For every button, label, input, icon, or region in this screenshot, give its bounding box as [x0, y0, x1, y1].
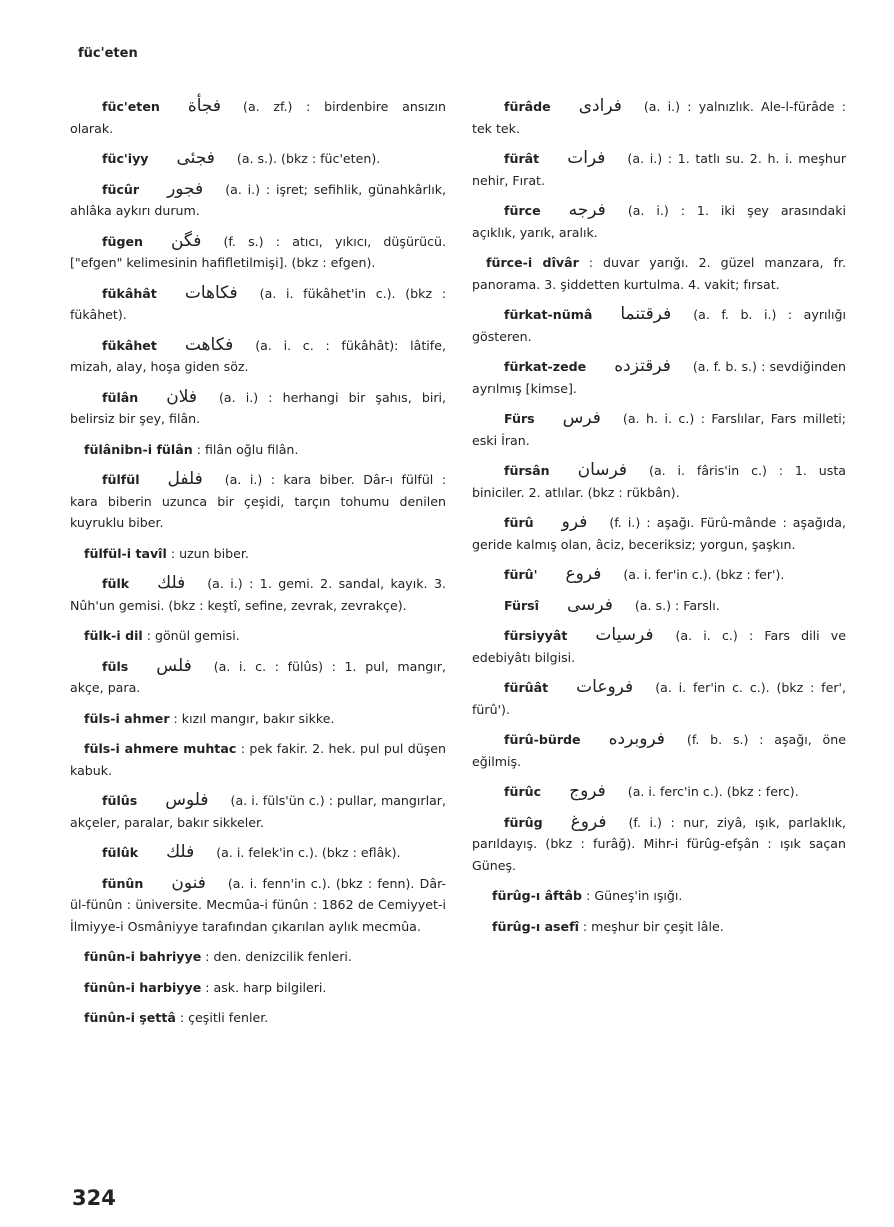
dictionary-entry	[70, 708, 446, 730]
headword: fürûg-ı âftâb	[492, 888, 583, 903]
dictionary-entry	[472, 356, 846, 399]
arabic-script: فكاهات	[184, 282, 238, 303]
definition: (a. i.) : herhangi bir şahıs, biri, belirsiz bir şey, filân.	[70, 389, 446, 426]
definition: (a. i. felek'in c.). (bkz : eflâk).	[216, 845, 401, 860]
definition: (a. i.) : 1. gemi. 2. sandal, kayık. 3. Nûh'un gemisi. (bkz : keştî, sefine, zevrak, zevrakçe).	[70, 576, 446, 613]
dictionary-entry	[70, 148, 446, 170]
headword: fürsân	[504, 463, 550, 478]
dictionary-entry	[70, 625, 446, 647]
headword: fülk-i dil	[84, 628, 143, 643]
headword: fünûn-i şettâ	[84, 1010, 176, 1025]
dictionary-entry	[472, 148, 846, 191]
headword: fürsiyyât	[504, 628, 568, 643]
dictionary-entry	[70, 387, 446, 430]
headword: Fürsî	[504, 597, 539, 613]
definition: (a. h. i. c.) : Farslılar, Fars milleti; eski İran.	[472, 411, 846, 448]
dictionary-entry	[70, 469, 446, 534]
headword: Fürs	[504, 411, 535, 426]
dictionary-entry	[472, 677, 846, 720]
dictionary-entry	[70, 977, 446, 999]
dictionary-entry	[472, 729, 846, 772]
headword: fülân	[102, 389, 139, 405]
arabic-script: فلك	[157, 573, 186, 593]
definition: (a. s.) : Farslı.	[634, 597, 720, 613]
arabic-script: فجئى	[176, 148, 215, 168]
dictionary-entry	[70, 543, 446, 565]
dictionary-entry	[70, 842, 446, 864]
definition: (a. i. füls'ün c.) : pullar, mangırlar, akçeler, paralar, bakır sikkeler.	[70, 793, 446, 830]
definition: (a. i.) : kara biber. Dâr-ı fülfül : kara biberin uzunca bir çeşidi, tarçın tohumu denilen kuyruklu biber.	[70, 472, 446, 530]
headword: fürkat-nümâ	[504, 307, 593, 322]
definition: (a. i. ferc'in c.). (bkz : ferc).	[627, 784, 799, 799]
right-column	[472, 96, 846, 946]
definition: : den. denizcilik fenleri.	[205, 949, 352, 964]
definition: (f. b. s.) : aşağı, öne eğilmiş.	[472, 732, 846, 769]
dictionary-entry	[472, 625, 846, 668]
arabic-script: فجور	[167, 178, 204, 199]
arabic-script: فروعات	[576, 677, 634, 697]
definition: (a. zf.) : birdenbire ansızın olarak.	[70, 99, 446, 136]
dictionary-entry	[70, 335, 446, 378]
definition: (f. i.) : aşağı. Fürû-mânde : aşağıda, geride kalmış olan, âciz, beceriksiz; yorgun, şaşkın.	[472, 515, 846, 552]
dictionary-entry	[472, 304, 846, 347]
definition: (f. i.) : nur, ziyâ, ışık, parlaklık, parıldayış. (bkz : furâğ). Mihr-i fürûg-efşân : ışık saçan Güneş.	[472, 814, 846, 873]
definition: (a. i. fer'in c. c.). (bkz : fer', fürû').	[472, 680, 846, 717]
dictionary-entry	[472, 200, 846, 243]
headword: fürât	[504, 151, 540, 166]
arabic-script: فلان	[166, 386, 197, 407]
definition: : ask. harp bilgileri.	[205, 979, 327, 995]
dictionary-entry	[472, 460, 846, 503]
definition: : filân oğlu filân.	[196, 441, 299, 457]
dictionary-entry	[70, 439, 446, 461]
dictionary-entry	[472, 916, 846, 938]
headword: fürûât	[504, 680, 549, 695]
dictionary-entry	[70, 283, 446, 326]
definition: (a. i. fâris'in c.) : 1. usta biniciler. 2. atlılar. (bkz : rükbân).	[472, 463, 846, 500]
dictionary-entry	[70, 231, 446, 274]
headword: fünûn-i bahriyye	[84, 949, 202, 964]
headword: fünûn	[102, 875, 144, 891]
definition: (a. i.) : işret; sefihlik, günahkârlık, ahlâka aykırı durum.	[70, 181, 446, 218]
running-header: füc'eten	[78, 46, 138, 61]
arabic-script: فروبرده	[608, 729, 665, 749]
dictionary-entry	[70, 873, 446, 938]
definition: (a. i. fükâhet'in c.). (bkz : fükâhet).	[70, 285, 446, 322]
arabic-script: فرقتزده	[614, 356, 671, 376]
definition: (a. i. fenn'in c.). (bkz : fenn). Dâr-ül-fünûn : üniversite. Mecmûa-i fünûn : 1862 de Cemiyyet-i İlmiyye-i Osmâniyye tarafından çıkarılan aylık mecmûa.	[70, 875, 446, 934]
headword: füls	[102, 658, 129, 674]
arabic-script: فرسيات	[595, 625, 654, 645]
dictionary-entry	[472, 96, 846, 139]
dictionary-entry	[70, 96, 446, 139]
dictionary-entry	[472, 885, 846, 907]
definition: (a. i. c. : fülûs) : 1. pul, mangır, akçe, para.	[70, 658, 446, 695]
arabic-script: فكاهت	[184, 334, 234, 355]
dictionary-entry	[472, 595, 846, 617]
dictionary-entry	[70, 790, 446, 833]
arabic-script: فروغ	[570, 811, 607, 832]
headword: fürû-bürde	[504, 732, 581, 747]
definition: (f. s.) : atıcı, yıkıcı, düşürücü. ["efgen" kelimesinin hafifletilmişi]. (bkz : efgen).	[70, 233, 446, 270]
headword: füls-i ahmer	[84, 710, 170, 726]
arabic-script: فلك	[166, 842, 195, 862]
headword: fülk	[102, 576, 130, 591]
headword: fülûs	[102, 793, 138, 808]
dictionary-entry	[472, 408, 846, 451]
dictionary-entry	[70, 1007, 446, 1029]
page-number: 324	[72, 1186, 116, 1210]
headword: fürû'	[504, 567, 538, 582]
definition: : pek fakir. 2. hek. pul pul düşen kabuk.	[70, 741, 446, 778]
dictionary-entry	[472, 812, 846, 877]
headword: fügen	[102, 233, 143, 249]
arabic-script: فنون	[171, 872, 206, 893]
arabic-script: فگن	[170, 230, 202, 251]
definition: : gönül gemisi.	[146, 628, 240, 643]
arabic-script: فلوس	[165, 790, 209, 810]
definition: : uzun biber.	[170, 545, 249, 561]
headword: fürû	[504, 515, 534, 530]
headword: fürce	[504, 203, 541, 218]
definition: (a. s.). (bkz : füc'eten).	[236, 151, 381, 166]
headword: füc'iyy	[102, 151, 149, 166]
definition: : kızıl mangır, bakır sikke.	[173, 710, 335, 726]
arabic-script: فرادى	[578, 96, 622, 116]
arabic-script: فرس	[562, 408, 601, 428]
arabic-script: فجأة	[187, 96, 222, 116]
headword: fürûg-ı asefî	[492, 918, 579, 934]
headword: füls-i ahmere muhtac	[84, 741, 237, 756]
headword: fücûr	[102, 181, 140, 197]
definition: (a. i.) : 1. tatlı su. 2. h. i. meşhur nehir, Fırat.	[472, 151, 846, 188]
headword: fülûk	[102, 845, 139, 860]
dictionary-entry	[472, 781, 846, 803]
dictionary-entry	[70, 573, 446, 616]
headword: fülfül-i tavîl	[84, 545, 167, 561]
definition: : Güneş'in ışığı.	[586, 888, 683, 903]
arabic-script: فروع	[565, 564, 602, 584]
arabic-script: فرو	[561, 512, 588, 532]
headword: fürûg	[504, 814, 543, 830]
headword: fürkat-zede	[504, 359, 587, 374]
definition: (a. f. b. i.) : ayrılığı gösteren.	[472, 307, 846, 344]
left-column	[70, 96, 446, 1038]
headword: fülfül	[102, 472, 140, 487]
dictionary-entry	[472, 512, 846, 555]
definition: (a. i. c.) : Fars dili ve edebiyâtı bilgisi.	[472, 628, 846, 665]
headword: fükâhet	[102, 337, 157, 353]
dictionary-entry	[472, 564, 846, 586]
headword: fünûn-i harbiyye	[84, 979, 202, 995]
dictionary-entry	[70, 738, 446, 781]
dictionary-entry	[70, 656, 446, 699]
definition: (a. i.) : yalnızlık. Ale-l-fürâde : tek tek.	[472, 99, 846, 136]
definition: : çeşitli fenler.	[179, 1010, 269, 1025]
headword: fürûc	[504, 784, 542, 799]
definition: (a. i. c. : fükâhât): lâtife, mizah, alay, hoşa giden söz.	[70, 337, 446, 374]
arabic-script: فرات	[567, 148, 606, 168]
definition: : meşhur bir çeşit lâle.	[582, 918, 724, 934]
definition: (a. i. fer'in c.). (bkz : fer').	[623, 567, 785, 582]
headword: fükâhât	[102, 285, 157, 301]
arabic-script: فلس	[156, 655, 192, 676]
definition: : duvar yarığı. 2. güzel manzara, fr. panorama. 3. şiddetten kurtulma. 4. vakit; fırsat.	[472, 255, 846, 292]
definition: (a. i.) : 1. iki şey arasındaki açıklık, yarık, aralık.	[472, 203, 846, 240]
headword: füc'eten	[102, 99, 160, 114]
arabic-script: فروج	[569, 781, 606, 801]
headword: fürce-i dîvâr	[486, 255, 579, 270]
arabic-script: فلفل	[167, 469, 203, 489]
headword: fülânibn-i fülân	[84, 441, 193, 457]
dictionary-entry	[70, 946, 446, 968]
definition: (a. f. b. s.) : sevdiğinden ayrılmış [kimse].	[472, 359, 846, 396]
dictionary-entry	[70, 179, 446, 222]
dictionary-entry	[472, 252, 846, 295]
arabic-script: فرقتنما	[620, 304, 672, 324]
arabic-script: فرجه	[568, 200, 606, 220]
arabic-script: فرسان	[577, 460, 628, 480]
headword: fürâde	[504, 99, 551, 114]
arabic-script: فرسى	[566, 594, 613, 615]
